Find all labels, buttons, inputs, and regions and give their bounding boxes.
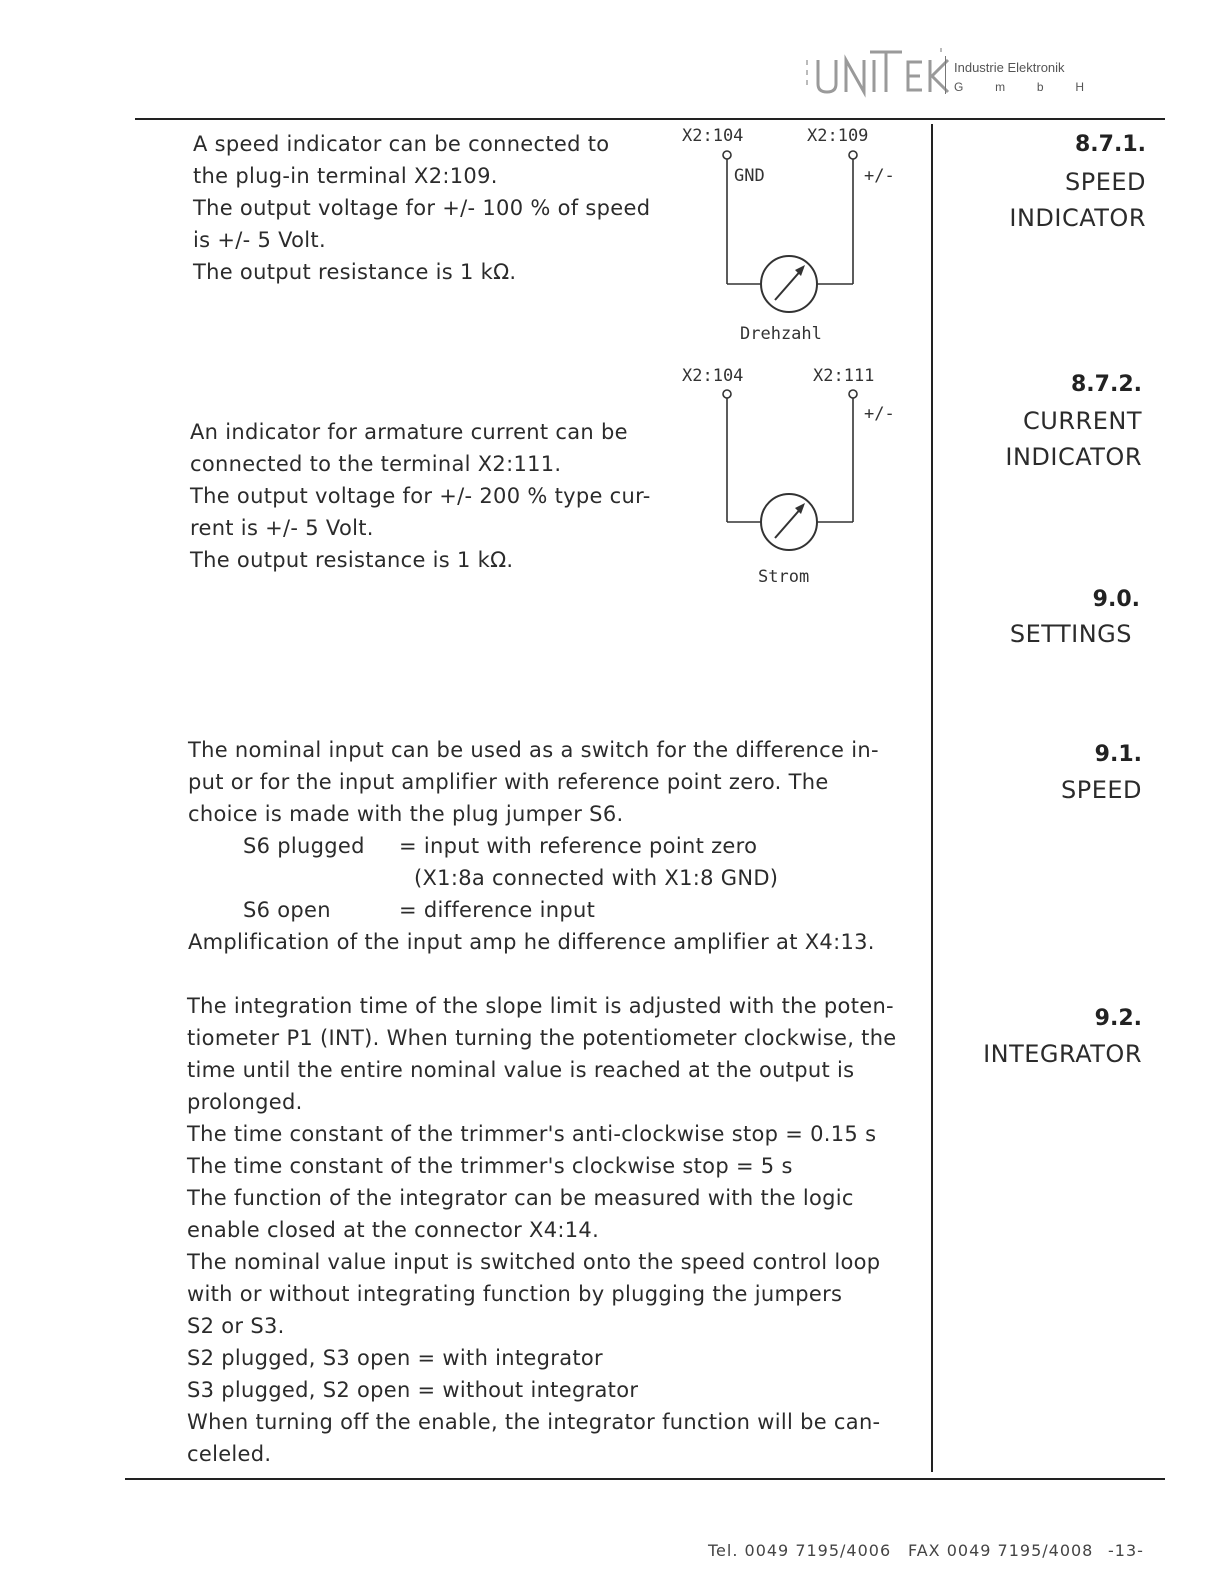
company-logo bbox=[800, 40, 950, 100]
text-line: put or for the input amplifier with reference point zero. The bbox=[188, 770, 829, 794]
title-line: SPEED bbox=[1060, 776, 1142, 804]
company-name: Industrie Elektronik bbox=[954, 60, 1065, 75]
meter-label-drehzahl: Drehzahl bbox=[740, 324, 822, 344]
title-line: CURRENT bbox=[1023, 407, 1142, 435]
section-number-8-7-2: 8.7.2. bbox=[1071, 372, 1142, 397]
polarity-label: +/- bbox=[864, 404, 895, 424]
text-line: The output voltage for +/- 200 % type cur- bbox=[190, 484, 651, 508]
text-line: tiometer P1 (INT). When turning the potentiometer clockwise, the bbox=[187, 1026, 897, 1050]
option-value: = input with reference point zero bbox=[399, 834, 758, 858]
title-line: INDICATOR bbox=[1005, 443, 1142, 471]
text-line: S2 plugged, S3 open = with integrator bbox=[187, 1346, 603, 1370]
text-line: The function of the integrator can be measured with the logic bbox=[187, 1186, 854, 1210]
text-line: The output resistance is 1 kΩ. bbox=[190, 548, 514, 572]
option-value: (X1:8a connected with X1:8 GND) bbox=[414, 866, 779, 890]
current-indicator-diagram bbox=[670, 362, 920, 592]
text-line: enable closed at the connector X4:14. bbox=[187, 1218, 600, 1242]
text-line: with or without integrating function by plugging the jumpers bbox=[187, 1282, 843, 1306]
text-line: S2 or S3. bbox=[187, 1314, 285, 1338]
section-title-speed bbox=[1061, 772, 1142, 808]
speed-indicator-text bbox=[193, 128, 650, 288]
text-line: S3 plugged, S2 open = without integrator bbox=[187, 1378, 639, 1402]
title-line: INDICATOR bbox=[1009, 204, 1146, 232]
option-key: S6 plugged bbox=[243, 834, 365, 858]
text-line: connected to the terminal X2:111. bbox=[190, 452, 562, 476]
text-line: rent is +/- 5 Volt. bbox=[190, 516, 374, 540]
text-line: An indicator for armature current can be bbox=[190, 420, 628, 444]
column-divider bbox=[931, 124, 933, 1472]
section-title-settings bbox=[1010, 616, 1132, 652]
text-line: Amplification of the input amp he difference amplifier at X4:13. bbox=[188, 930, 875, 954]
company-form-m: m bbox=[995, 80, 1006, 94]
footer-phone: Tel. 0049 7195/4006 bbox=[708, 1541, 892, 1560]
text-line: The nominal value input is switched onto the speed control loop bbox=[187, 1250, 881, 1274]
option-key: S6 open bbox=[243, 898, 331, 922]
terminal-left-label: X2:104 bbox=[682, 366, 744, 386]
page-number: -13- bbox=[1108, 1541, 1144, 1560]
section-title-integrator bbox=[983, 1036, 1142, 1072]
bottom-rule bbox=[125, 1478, 1165, 1480]
text-line: The time constant of the trimmer's anti-clockwise stop = 0.15 s bbox=[187, 1122, 877, 1146]
text-line: When turning off the enable, the integrator function will be can- bbox=[187, 1410, 881, 1434]
top-rule bbox=[135, 118, 1165, 120]
company-form bbox=[954, 80, 1084, 94]
speed-meter-circuit bbox=[670, 122, 920, 322]
text-line: The output voltage for +/- 100 % of speed bbox=[193, 196, 651, 220]
option-row bbox=[188, 894, 879, 926]
text-line: the plug-in terminal X2:109. bbox=[193, 164, 498, 188]
unitek-logo-icon bbox=[800, 40, 950, 100]
text-line: is +/- 5 Volt. bbox=[193, 228, 326, 252]
text-line: choice is made with the plug jumper S6. bbox=[188, 802, 624, 826]
polarity-label: +/- bbox=[864, 166, 895, 186]
current-indicator-text bbox=[190, 416, 651, 576]
option-value: = difference input bbox=[399, 898, 596, 922]
section-number-9-1: 9.1. bbox=[1094, 742, 1142, 767]
title-line: SPEED bbox=[1064, 168, 1146, 196]
option-row bbox=[188, 862, 879, 894]
text-line: celeled. bbox=[187, 1442, 272, 1466]
terminal-right-label: X2:109 bbox=[807, 126, 869, 146]
text-line: The output resistance is 1 kΩ. bbox=[193, 260, 517, 284]
speed-indicator-diagram bbox=[670, 122, 920, 352]
title-line: SETTINGS bbox=[1009, 620, 1132, 648]
speed-settings-text bbox=[188, 734, 879, 958]
text-line: A speed indicator can be connected to bbox=[193, 132, 610, 156]
current-meter-circuit bbox=[670, 362, 920, 562]
terminal-left-label: X2:104 bbox=[682, 126, 744, 146]
footer-fax: FAX 0049 7195/4008 bbox=[908, 1541, 1094, 1560]
section-number-8-7-1: 8.7.1. bbox=[1075, 132, 1146, 157]
text-line: The time constant of the trimmer's clockwise stop = 5 s bbox=[187, 1154, 793, 1178]
company-form-b: b bbox=[1036, 80, 1044, 94]
integrator-text bbox=[187, 990, 897, 1470]
section-title-speed-indicator bbox=[1009, 164, 1146, 236]
meter-label-strom: Strom bbox=[758, 567, 810, 587]
section-title-current-indicator bbox=[1005, 403, 1142, 475]
company-form-h: H bbox=[1075, 80, 1084, 94]
gnd-label: GND bbox=[734, 166, 765, 186]
company-form-g: G bbox=[954, 80, 964, 94]
logo-divider bbox=[945, 56, 946, 94]
option-row bbox=[188, 830, 879, 862]
text-line: The integration time of the slope limit is adjusted with the poten- bbox=[187, 994, 894, 1018]
terminal-right-label: X2:111 bbox=[813, 366, 875, 386]
section-number-9-2: 9.2. bbox=[1094, 1006, 1142, 1031]
section-number-9-0: 9.0. bbox=[1092, 587, 1140, 612]
title-line: INTEGRATOR bbox=[983, 1040, 1142, 1068]
text-line: time until the entire nominal value is reached at the output is bbox=[187, 1058, 855, 1082]
text-line: prolonged. bbox=[187, 1090, 303, 1114]
text-line: The nominal input can be used as a switch for the difference in- bbox=[188, 738, 879, 762]
